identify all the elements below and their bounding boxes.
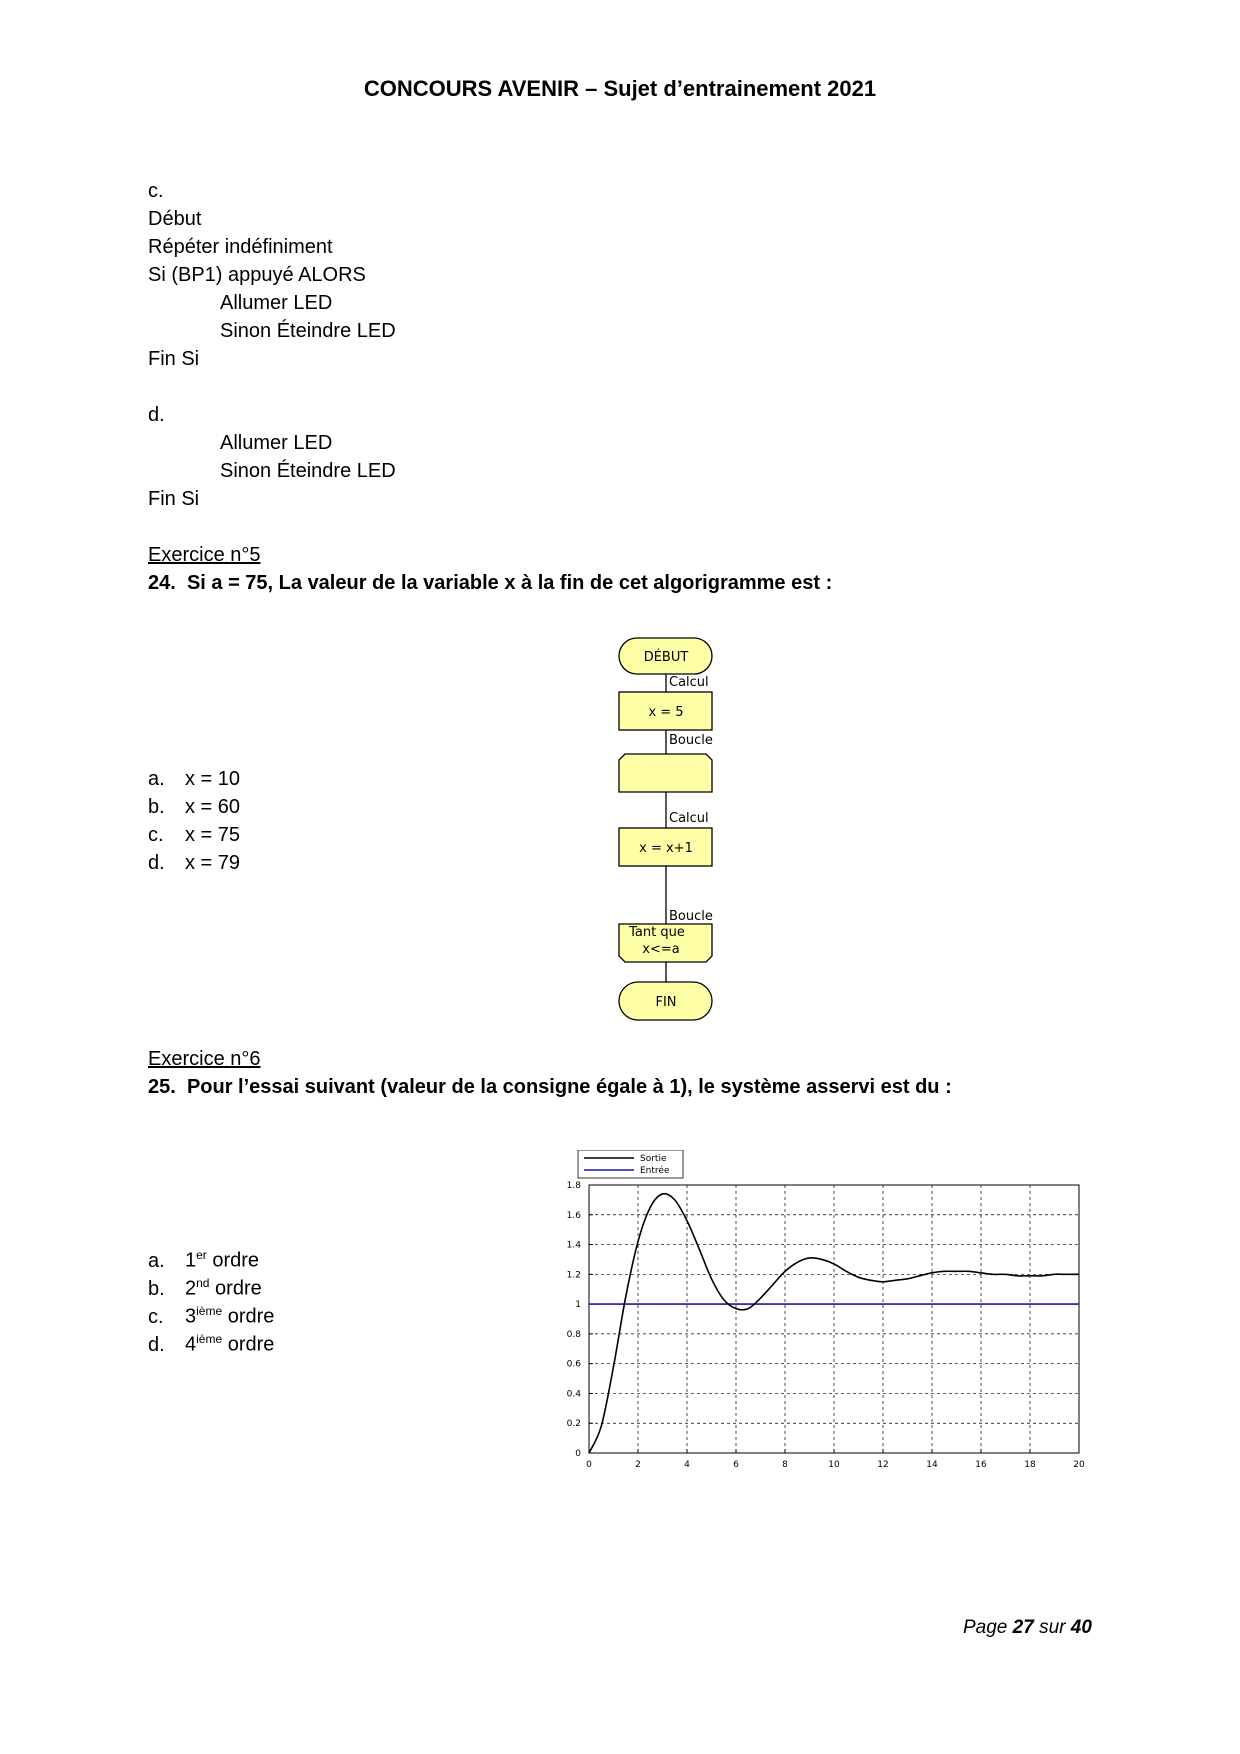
block-1-label: x = 5 [648, 705, 684, 720]
y-tick-label: 1.8 [566, 1181, 581, 1191]
answer-option: a. x = 10 [148, 768, 241, 790]
x-tick-label: 14 [926, 1460, 938, 1470]
y-tick-label: 0.8 [566, 1329, 581, 1340]
exercise-6-heading: Exercice n°6 [148, 1048, 261, 1070]
calcul-label: Calcul [669, 675, 709, 690]
code-line: Sinon Éteindre LED [220, 320, 396, 342]
question-text: Si a = 75, La valeur de la variable x à la fin de cet algorigramme est : [186, 572, 833, 594]
code-line: Répéter indéfiniment [148, 236, 333, 258]
legend-label-entree: Entrée [640, 1166, 670, 1176]
loop-condition-line1: Tant que [629, 925, 685, 940]
code-line: Fin Si [148, 348, 200, 370]
code-line: Si (BP1) appuyé ALORS [148, 264, 366, 286]
code-line: Allumer LED [220, 432, 333, 454]
y-tick-label: 0.2 [566, 1419, 581, 1430]
question-text: Pour l’essai suivant (valeur de la consigne égale à 1), le système asservi est du : [186, 1076, 952, 1098]
y-tick-label: 1 [575, 1300, 581, 1311]
loop-start-block [619, 754, 712, 792]
x-tick-label: 6 [733, 1460, 739, 1470]
block-2-label: x = x+1 [639, 841, 693, 856]
y-tick-label: 0 [575, 1449, 581, 1459]
end-label: FIN [655, 995, 677, 1010]
y-tick-label: 1.2 [566, 1270, 581, 1281]
code-line: Sinon Éteindre LED [220, 460, 396, 482]
x-tick-label: 8 [782, 1460, 788, 1470]
y-tick-label: 0.4 [566, 1389, 581, 1400]
x-tick-label: 18 [1024, 1460, 1036, 1470]
y-tick-label: 0.6 [566, 1359, 581, 1370]
flowchart [610, 630, 720, 1030]
y-tick-label: 1.6 [566, 1210, 581, 1221]
answer-option: c. x = 75 [148, 824, 241, 846]
code-line: Début [148, 208, 202, 230]
page-number: Page 27 sur 40 [963, 1617, 1092, 1638]
option-d-letter: d. [148, 404, 165, 426]
answer-option: b. 2nd ordre [148, 1276, 262, 1300]
x-tick-label: 20 [1073, 1460, 1085, 1470]
answer-option: a. 1er ordre [148, 1248, 260, 1272]
y-tick-label: 1.4 [566, 1240, 581, 1251]
boucle-label: Boucle [669, 909, 713, 924]
question-25 [148, 1073, 952, 1101]
x-tick-label: 12 [877, 1460, 889, 1470]
x-tick-label: 4 [684, 1460, 690, 1470]
exercise-5-heading: Exercice n°5 [148, 544, 261, 566]
legend-label-sortie: Sortie [640, 1154, 667, 1164]
x-tick-label: 16 [975, 1460, 987, 1470]
question-number: 25. [148, 1076, 176, 1098]
legend [578, 1150, 683, 1178]
option-c-letter: c. [148, 180, 164, 202]
x-tick-label: 10 [828, 1460, 840, 1470]
x-tick-label: 0 [586, 1460, 592, 1470]
x-tick-label: 2 [635, 1460, 641, 1470]
answer-option: d. x = 79 [148, 852, 241, 874]
answer-option: c. 3ième ordre [148, 1304, 275, 1328]
question-24 [148, 569, 832, 597]
answer-option: d. 4ième ordre [148, 1332, 275, 1356]
page-title: CONCOURS AVENIR – Sujet d’entrainement 2021 [363, 76, 877, 101]
loop-condition-line2: x<=a [642, 942, 680, 957]
calcul-label: Calcul [669, 811, 709, 826]
code-line: Fin Si [148, 488, 200, 510]
boucle-label: Boucle [669, 733, 713, 748]
step-response-chart [540, 1150, 1100, 1480]
answer-option: b. x = 60 [148, 796, 241, 818]
code-line: Allumer LED [220, 292, 333, 314]
start-label: DÉBUT [643, 650, 689, 665]
question-number: 24. [148, 572, 176, 594]
